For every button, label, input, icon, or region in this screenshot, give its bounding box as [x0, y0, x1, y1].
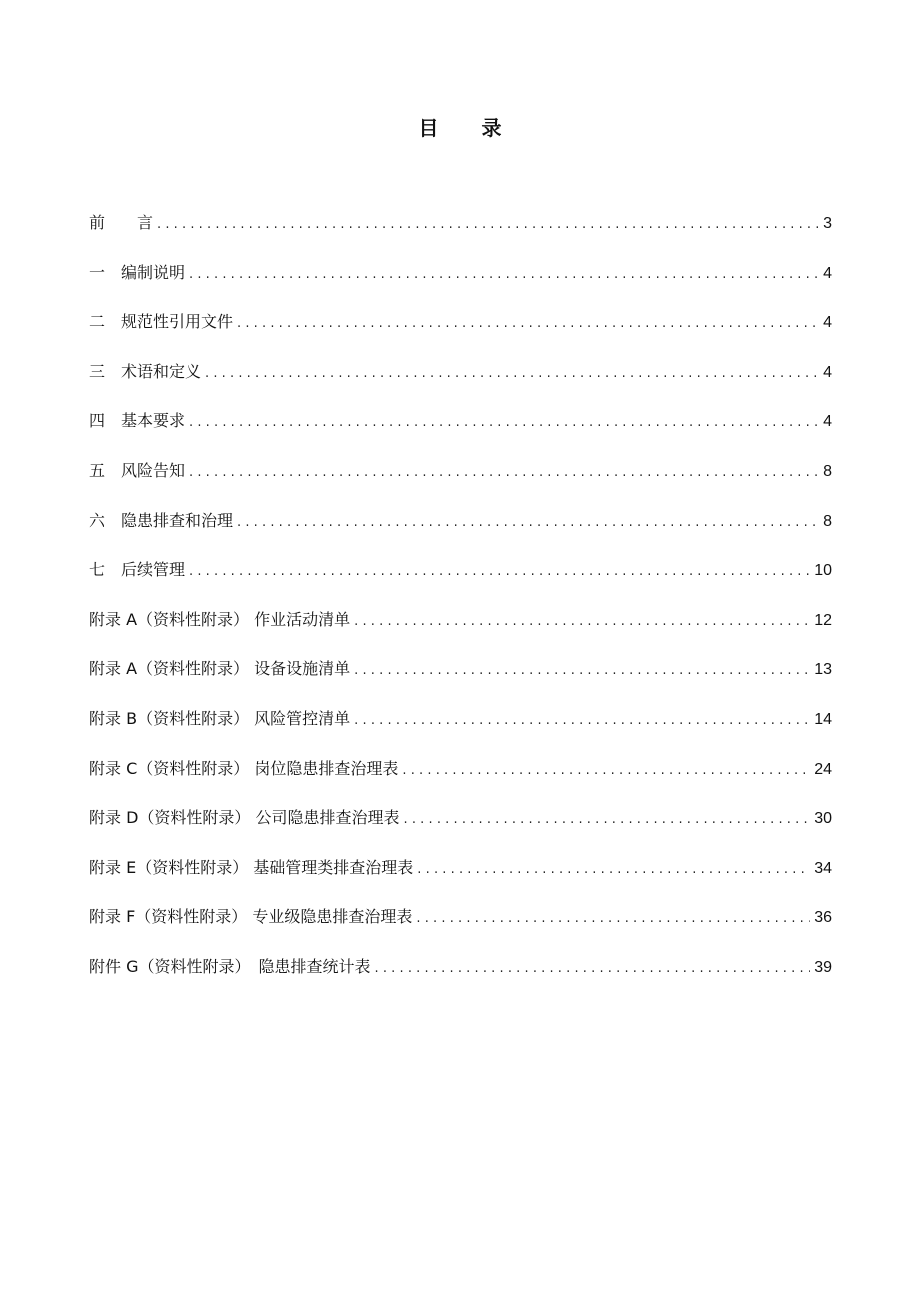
- toc-entry[interactable]: [89, 855, 832, 905]
- toc-entry[interactable]: [89, 607, 832, 657]
- toc-entry-label: 二 规范性引用文件: [89, 312, 234, 332]
- toc-dot-leader: [205, 366, 819, 381]
- toc-entry[interactable]: [89, 359, 832, 409]
- toc-dot-leader: [354, 663, 810, 678]
- toc-dot-leader: [417, 862, 810, 877]
- toc-entry-label: 附录 C（资料性附录） 岗位隐患排查治理表: [89, 758, 399, 778]
- toc-entry-label: 附录 F（资料性附录） 专业级隐患排查治理表: [89, 907, 413, 927]
- toc-entry-page: 10: [814, 562, 832, 580]
- toc-entry[interactable]: [89, 706, 832, 756]
- toc-entry[interactable]: [89, 756, 832, 806]
- toc-entry[interactable]: [89, 458, 832, 508]
- toc-entry[interactable]: [89, 309, 832, 359]
- toc-entry-label: 附录 B（资料性附录） 风险管控清单: [89, 708, 351, 728]
- toc-entry-label: 六 隐患排查和治理: [89, 510, 234, 530]
- toc-dot-leader: [416, 911, 810, 926]
- toc-entry-page: 3: [823, 215, 832, 232]
- toc-entry-label: 前 言: [89, 213, 154, 232]
- toc-dot-leader: [157, 217, 819, 232]
- toc-entry-label: 七 后续管理: [89, 560, 186, 580]
- toc-entry[interactable]: [89, 904, 832, 954]
- toc-dot-leader: [237, 515, 819, 530]
- toc-entry-page: 39: [814, 958, 832, 976]
- toc-entry[interactable]: [89, 557, 832, 607]
- toc-entry-label: 附录 E（资料性附录） 基础管理类排查治理表: [89, 857, 414, 877]
- toc-entry-label: 附录 D（资料性附录） 公司隐患排查治理表: [89, 808, 400, 828]
- toc-entry-page: 24: [814, 760, 832, 778]
- toc-entry-label: 附录 A（资料性附录） 设备设施清单: [89, 659, 351, 679]
- toc-entry[interactable]: [89, 805, 832, 855]
- toc-dot-leader: [237, 316, 819, 331]
- toc-entry-page: 13: [814, 661, 832, 679]
- toc-entry-label: 一 编制说明: [89, 262, 186, 282]
- toc-dot-leader: [189, 465, 819, 480]
- toc-entry[interactable]: [89, 408, 832, 458]
- toc-list: [89, 210, 832, 1004]
- toc-entry-page: 34: [814, 859, 832, 877]
- toc-entry[interactable]: [89, 508, 832, 558]
- toc-entry-label: 四 基本要求: [89, 411, 186, 431]
- toc-entry-page: 14: [814, 710, 832, 728]
- toc-entry-page: 4: [823, 413, 832, 431]
- toc-entry-page: 30: [814, 810, 832, 828]
- toc-dot-leader: [402, 763, 810, 778]
- toc-entry-page: 12: [814, 611, 832, 629]
- toc-dot-leader: [404, 812, 811, 827]
- toc-entry[interactable]: [89, 656, 832, 706]
- toc-entry-label: 附件 G（资料性附录） 隐患排查统计表: [89, 956, 371, 976]
- toc-entry[interactable]: [89, 210, 832, 260]
- toc-entry-page: 8: [823, 462, 832, 480]
- toc-dot-leader: [354, 713, 810, 728]
- toc-entry-page: 8: [823, 512, 832, 530]
- toc-entry-label: 附录 A（资料性附录） 作业活动清单: [89, 609, 351, 629]
- toc-dot-leader: [375, 961, 811, 976]
- toc-dot-leader: [189, 564, 810, 579]
- toc-dot-leader: [189, 267, 819, 282]
- toc-entry[interactable]: [89, 954, 832, 1004]
- toc-title: 目 录: [418, 116, 520, 140]
- toc-entry[interactable]: [89, 260, 832, 310]
- toc-entry-label: 三 术语和定义: [89, 361, 202, 381]
- toc-dot-leader: [189, 415, 819, 430]
- toc-entry-label: 五 风险告知: [89, 460, 186, 480]
- toc-entry-page: 4: [823, 363, 832, 381]
- toc-entry-page: 4: [823, 264, 832, 282]
- toc-entry-page: 4: [823, 314, 832, 332]
- toc-dot-leader: [354, 614, 810, 629]
- toc-entry-page: 36: [814, 909, 832, 927]
